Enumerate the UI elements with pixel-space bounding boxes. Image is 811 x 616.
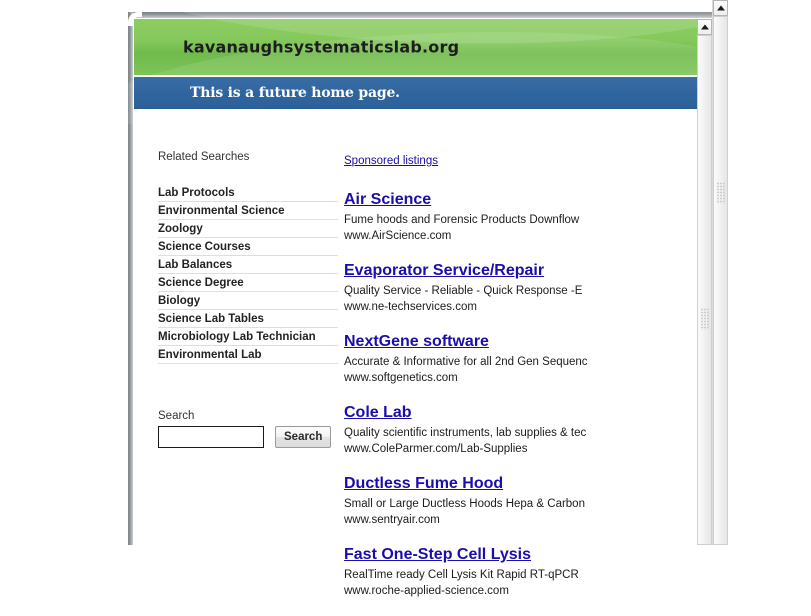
sponsored-listings-heading xyxy=(344,115,697,190)
ad-url: www.sentryair.com xyxy=(344,514,440,526)
browser-scrollbar-thumb[interactable] xyxy=(713,16,728,545)
sponsored-ad xyxy=(344,190,697,244)
list-item[interactable] xyxy=(158,291,338,309)
ad-description: Fume hoods and Forensic Products Downflow xyxy=(344,214,580,226)
sponsored-ad xyxy=(344,403,697,457)
ad-title-link[interactable]: Air Science xyxy=(344,191,432,208)
scroll-up-arrow-icon[interactable] xyxy=(697,19,712,35)
related-searches-list xyxy=(158,184,338,364)
sponsored-listings-link[interactable]: Sponsored listings xyxy=(344,155,438,167)
ad-description: Accurate & Informative for all 2nd Gen Sequenc xyxy=(344,356,588,368)
sponsored-ad xyxy=(344,545,697,599)
triangle-up-glyph xyxy=(717,6,725,11)
search-button[interactable]: Search xyxy=(275,426,331,448)
sponsored-ad xyxy=(344,474,697,528)
sponsored-listings-column xyxy=(344,115,697,616)
related-search-link[interactable]: Lab Balances xyxy=(158,258,233,271)
search-label: Search xyxy=(158,409,195,422)
ad-title-link[interactable]: Cole Lab xyxy=(344,404,412,421)
scrollbar-grip-icon xyxy=(716,182,725,204)
ad-title-link[interactable]: Fast One-Step Cell Lysis xyxy=(344,546,532,563)
list-item[interactable] xyxy=(158,309,338,327)
ad-description: Small or Large Ductless Hoods Hepa & Carbon xyxy=(344,498,585,510)
related-search-link[interactable]: Lab Protocols xyxy=(158,186,235,199)
list-item[interactable] xyxy=(158,219,338,237)
sponsored-ad xyxy=(344,261,697,315)
frame-document xyxy=(134,19,697,597)
site-header xyxy=(134,19,697,111)
scroll-up-arrow-icon[interactable] xyxy=(713,0,728,16)
ad-title-link[interactable]: Evaporator Service/Repair xyxy=(344,262,545,279)
browser-scrollbar-track[interactable] xyxy=(713,16,727,545)
related-search-link[interactable]: Science Degree xyxy=(158,276,244,289)
sponsored-ad xyxy=(344,332,697,386)
ad-url: www.ColeParmer.com/Lab-Supplies xyxy=(344,443,528,455)
ad-description: Quality scientific instruments, lab supplies & tec xyxy=(344,427,587,439)
list-item[interactable] xyxy=(158,201,338,219)
triangle-up-glyph xyxy=(701,25,709,30)
inner-scrollbar-thumb[interactable] xyxy=(697,35,712,545)
related-search-link[interactable]: Science Courses xyxy=(158,240,251,253)
search-input[interactable] xyxy=(158,426,264,448)
site-tagline: This is a future home page. xyxy=(190,85,400,101)
header-green-band xyxy=(134,19,697,75)
related-searches-heading: Related Searches xyxy=(158,151,250,163)
list-item[interactable] xyxy=(158,327,338,345)
list-item[interactable] xyxy=(158,237,338,255)
ad-url: www.roche-applied-science.com xyxy=(344,585,509,597)
inner-scrollbar-track[interactable] xyxy=(697,35,712,545)
related-searches-column xyxy=(158,115,338,448)
related-search-link[interactable]: Environmental Science xyxy=(158,204,285,217)
ad-url: www.ne-techservices.com xyxy=(344,301,477,313)
related-search-link[interactable]: Science Lab Tables xyxy=(158,312,264,325)
ad-description: RealTime ready Cell Lysis Kit Rapid RT-qPCR xyxy=(344,569,579,581)
search-row xyxy=(158,426,338,448)
ad-title-link[interactable]: NextGene software xyxy=(344,333,489,350)
ad-title-link[interactable]: Ductless Fume Hood xyxy=(344,475,504,492)
header-blue-band xyxy=(134,75,697,111)
list-item[interactable] xyxy=(158,255,338,273)
related-search-link[interactable]: Biology xyxy=(158,294,201,307)
site-title: kavanaughsystematicslab.org xyxy=(183,37,460,57)
browser-scrollbar[interactable] xyxy=(712,0,727,545)
ad-url: www.AirScience.com xyxy=(344,230,452,242)
frame-inner-window xyxy=(134,19,712,597)
scrollbar-grip-icon xyxy=(700,308,709,330)
search-block xyxy=(158,410,338,448)
ad-description: Quality Service - Reliable - Quick Response -E xyxy=(344,285,583,297)
inner-scrollbar[interactable] xyxy=(697,19,712,545)
related-search-link[interactable]: Microbiology Lab Technician xyxy=(158,330,316,343)
list-item[interactable] xyxy=(158,273,338,291)
list-item[interactable] xyxy=(158,184,338,201)
ad-url: www.softgenetics.com xyxy=(344,372,458,384)
related-search-link[interactable]: Zoology xyxy=(158,222,203,235)
list-item[interactable] xyxy=(158,345,338,363)
embedded-frame xyxy=(128,12,712,597)
related-search-link[interactable]: Environmental Lab xyxy=(158,348,262,361)
